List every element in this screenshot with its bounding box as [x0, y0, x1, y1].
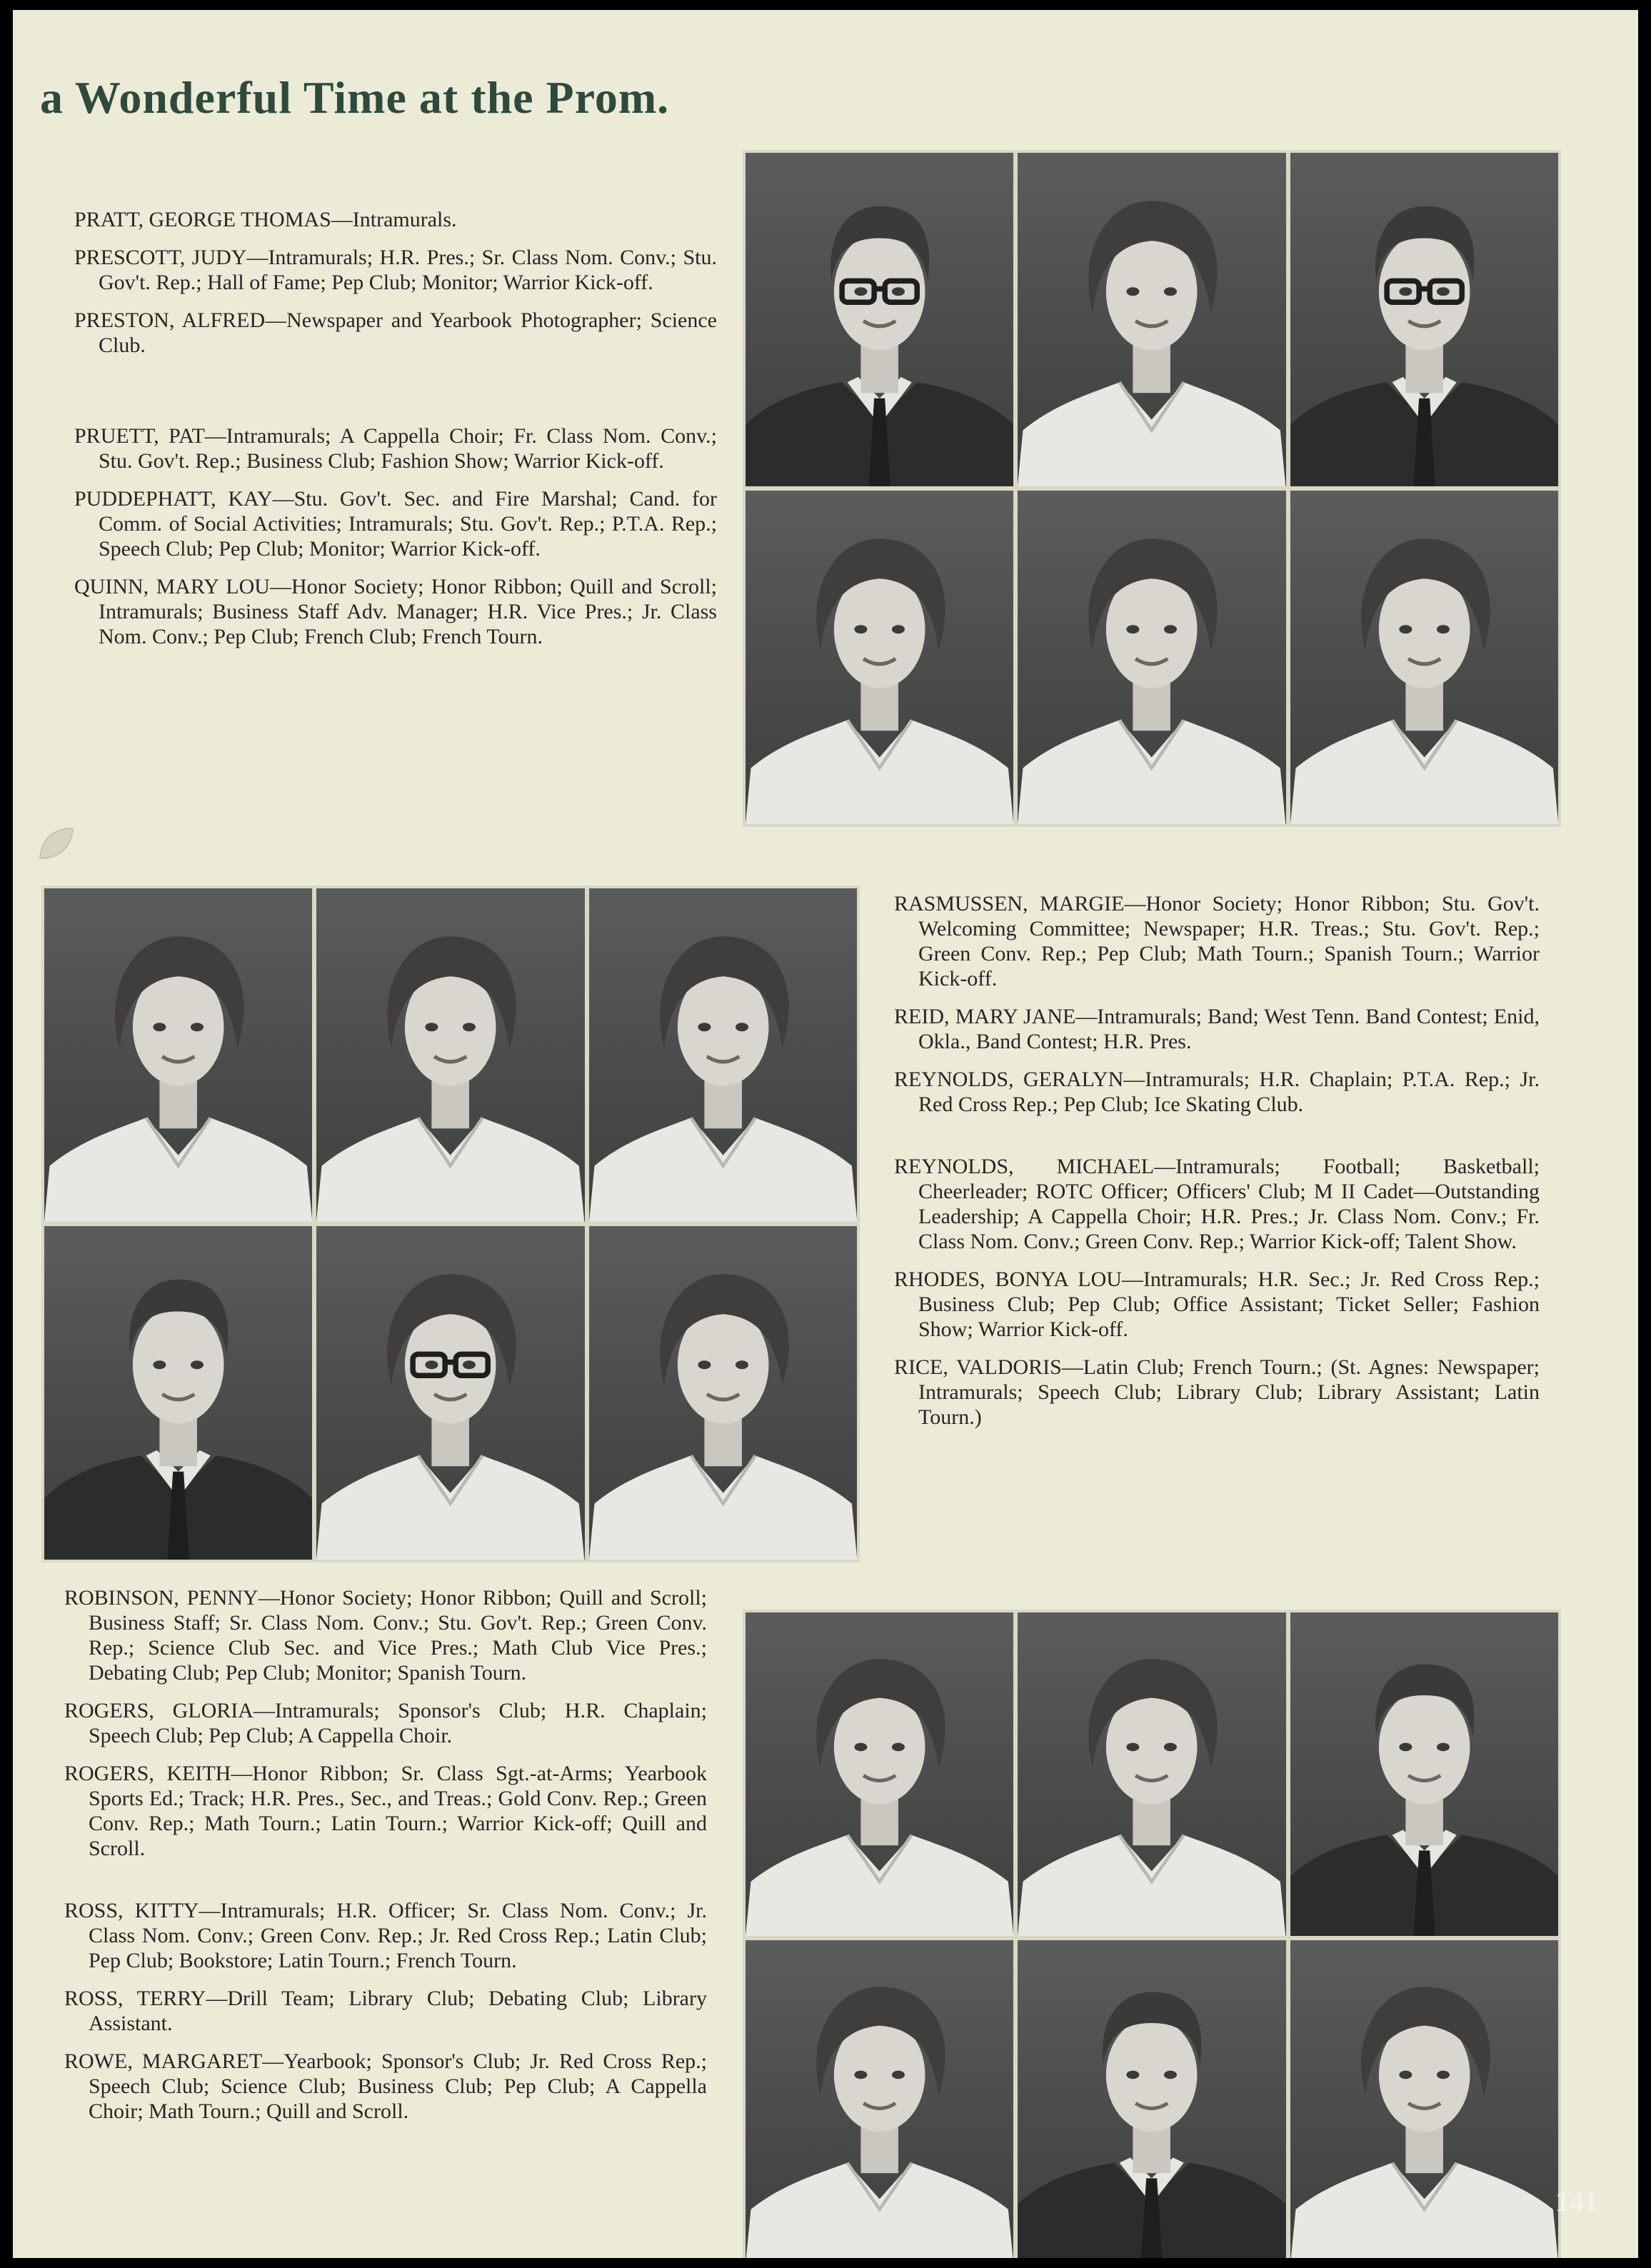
- photo-grid-middle: [41, 885, 860, 1562]
- leaf-ornament-icon: [34, 823, 77, 865]
- text-column-top-left: [74, 207, 717, 662]
- photo-grid-bottom: [743, 1610, 1561, 2258]
- student-entry: PRUETT, PAT—Intramurals; A Cappella Choir; Fr. Class Nom. Conv.; Stu. Gov't. Rep.; Business Club; Fashion Show; Warrior Kick-off.: [74, 424, 717, 473]
- student-portrait-photo: [1290, 1612, 1558, 1936]
- student-portrait-photo: [746, 153, 1013, 486]
- student-entry: PRESTON, ALFRED—Newspaper and Yearbook Photographer; Science Club.: [74, 308, 717, 357]
- student-entry: PRESCOTT, JUDY—Intramurals; H.R. Pres.; Sr. Class Nom. Conv.; Stu. Gov't. Rep.; Hall of Fame; Pep Club; Monitor; Warrior Kick-off.: [74, 246, 717, 294]
- student-portrait-photo: [746, 1612, 1013, 1936]
- student-entry: PRATT, GEORGE THOMAS—Intramurals.: [74, 208, 457, 231]
- student-portrait-photo: [1290, 491, 1558, 824]
- student-entry: RICE, VALDORIS—Latin Club; French Tourn.; (St. Agnes: Newspaper; Intramurals; Speech Club; Library Club; Library Assistant; Latin Tourn.): [894, 1355, 1540, 1429]
- student-entry: ROBINSON, PENNY—Honor Society; Honor Ribbon; Quill and Scroll; Business Staff; Sr. Class Nom. Conv.; Stu. Gov't. Rep.; Green Conv. Rep.; Science Club Sec. and Vice Pres.; Math Club Vice Pres.; Debating Club; Pep Club; Monitor; Spanish Tourn.: [64, 1586, 707, 1685]
- student-entry: RHODES, BONYA LOU—Intramurals; H.R. Sec.; Jr. Red Cross Rep.; Business Club; Pep Club; Office Assistant; Ticket Seller; Fashion Show; Warrior Kick-off.: [894, 1268, 1540, 1341]
- student-portrait-photo: [746, 491, 1013, 824]
- student-entry: ROWE, MARGARET—Yearbook; Sponsor's Club; Jr. Red Cross Rep.; Speech Club; Science Club; Business Club; Pep Club; A Cappella Choir; Math Tourn.; Quill and Scroll.: [64, 2049, 707, 2123]
- text-column-bottom-left: [64, 1585, 707, 2137]
- student-entry: REYNOLDS, MICHAEL—Intramurals; Football; Basketball; Cheerleader; ROTC Officer; Officers' Club; M II Cadet—Outstanding Leadership; A Cappella Choir; H.R. Pres.; Jr. Class Nom. Conv.; Fr. Class Nom. Conv.; Green Conv. Rep.; Warrior Kick-off; Talent Show.: [894, 1155, 1540, 1253]
- student-portrait-photo: [746, 1940, 1013, 2258]
- student-portrait-photo: [1018, 153, 1285, 486]
- student-entry: ROGERS, KEITH—Honor Ribbon; Sr. Class Sgt.-at-Arms; Yearbook Sports Ed.; Track; H.R. Pres., Sec., and Treas.; Gold Conv. Rep.; Green Conv. Rep.; Math Tourn.; Latin Tourn.; Warrior Kick-off; Quill and Scroll.: [64, 1762, 707, 1860]
- student-entry: ROSS, KITTY—Intramurals; H.R. Officer; Sr. Class Nom. Conv.; Jr. Class Nom. Conv.; Green Conv. Rep.; Jr. Red Cross Rep.; Latin Club; Pep Club; Bookstore; Latin Tourn.; French Tourn.: [64, 1899, 707, 1972]
- student-portrait-photo: [1290, 1940, 1558, 2258]
- page-number: 141: [1555, 2185, 1598, 2217]
- student-portrait-photo: [316, 888, 584, 1222]
- student-portrait-photo: [589, 888, 857, 1222]
- student-portrait-photo: [1018, 1612, 1285, 1936]
- page-headline: a Wonderful Time at the Prom.: [40, 72, 670, 123]
- student-entry: REYNOLDS, GERALYN—Intramurals; H.R. Chaplain; P.T.A. Rep.; Jr. Red Cross Rep.; Pep Club; Ice Skating Club.: [894, 1068, 1540, 1116]
- photo-grid-top: [743, 150, 1561, 827]
- student-portrait-photo: [44, 888, 312, 1222]
- student-portrait-photo: [1018, 1940, 1285, 2258]
- student-portrait-photo: [1290, 153, 1558, 486]
- text-column-middle-right: [894, 891, 1540, 1442]
- student-portrait-photo: [1018, 491, 1285, 824]
- student-entry: ROSS, TERRY—Drill Team; Library Club; Debating Club; Library Assistant.: [64, 1987, 707, 2035]
- student-portrait-photo: [44, 1226, 312, 1560]
- student-portrait-photo: [589, 1226, 857, 1560]
- student-entry: ROGERS, GLORIA—Intramurals; Sponsor's Club; H.R. Chaplain; Speech Club; Pep Club; A Cappella Choir.: [64, 1699, 707, 1747]
- student-entry: RASMUSSEN, MARGIE—Honor Society; Honor Ribbon; Stu. Gov't. Welcoming Committee; Newspaper; H.R. Treas.; Stu. Gov't. Rep.; Green Conv. Rep.; Pep Club; Math Tourn.; Spanish Tourn.; Warrior Kick-off.: [894, 892, 1540, 990]
- student-entry: REID, MARY JANE—Intramurals; Band; West Tenn. Band Contest; Enid, Okla., Band Contest; H.R. Pres.: [894, 1005, 1540, 1053]
- student-entry: QUINN, MARY LOU—Honor Society; Honor Ribbon; Quill and Scroll; Intramurals; Business Staff Adv. Manager; H.R. Vice Pres.; Jr. Class Nom. Conv.; Pep Club; French Club; French Tourn.: [74, 575, 717, 648]
- student-entry: PUDDEPHATT, KAY—Stu. Gov't. Sec. and Fire Marshal; Cand. for Comm. of Social Activities; Intramurals; Stu. Gov't. Rep.; P.T.A. Rep.; Speech Club; Pep Club; Monitor; Warrior Kick-off.: [74, 487, 717, 561]
- student-portrait-photo: [316, 1226, 584, 1560]
- yearbook-page: [13, 10, 1638, 2258]
